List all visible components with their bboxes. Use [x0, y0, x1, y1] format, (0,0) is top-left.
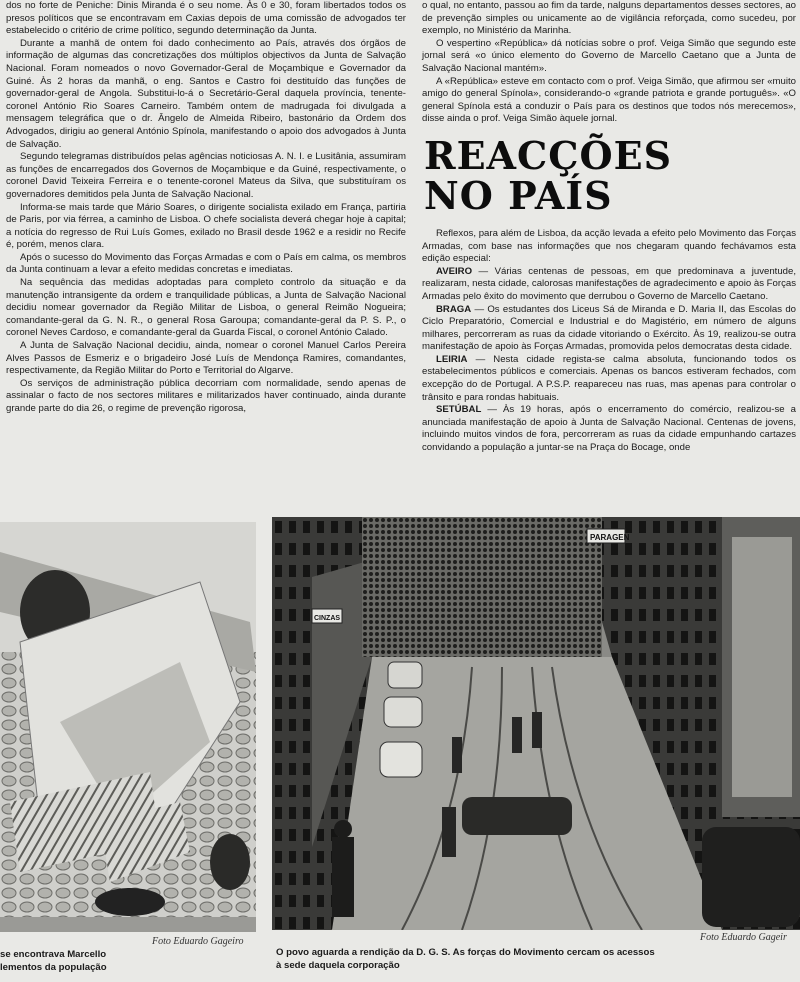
caption-line: à sede daquela corporação	[276, 960, 400, 971]
paragraph: A Junta de Salvação Nacional decidiu, ainda, nomear o coronel Manuel Carlos Pereira Alves Passos de Esmeriz e o brigadeiro José Luís de Mendonça Ramires, comandantes, respectivamente, da Região Militar do Porto e Territorial do Algarve.	[6, 340, 406, 377]
photo-fallen-man-image	[0, 522, 256, 932]
caption-line: O povo aguarda a rendição da D. G. S. As forças do Movimento cercam os acessos	[276, 947, 655, 958]
city-name: BRAGA	[436, 303, 472, 315]
city-name: SETÚBAL	[436, 404, 482, 416]
paragraph: Durante a manhã de ontem foi dado conhecimento ao País, através dos órgãos de informação de algumas das concretizações dos múltiplos objectivos da Junta de Salvação Nacional. Foram nomeados o novo Governador-Geral de Moçambique e Governador da Guiné. Às 2 horas da manhã, o eng. Santos e Castro foi destituído das funções de governador-geral de Angola. Substitui-lo-á o Secretário-Geral daquela província, tenente-coronel António Rio Soares Carneiro. Também ontem de madrugada foi divulgada a mensagem telegráfica que o dr. Ângelo de Almeida Ribeiro, bastonário da Ordem dos Advogados, dirigiu ao general António Spínola, manifestando o apoio dos advogados à Junta de Salvação.	[6, 37, 406, 150]
report-text: — Várias centenas de pessoas, em que predominava a juventude, realizaram, nesta cidade, calorosas manifestações de agradecimento e apoio às Forças Armadas pelo êxito do movimento que derrubou o Governo de Marcello Caetano.	[422, 265, 796, 302]
photo-fallen-man	[0, 522, 256, 932]
street-sign: CINZAS	[314, 615, 341, 622]
intro-paragraph: Reflexos, para além de Lisboa, da acção levada a efeito pelo Movimento das Forças Armadas, com base nas informações que nos chegaram quando fechávamos esta edição especial:	[422, 227, 796, 265]
photo-credit: Foto Eduardo Gageir	[700, 932, 787, 943]
street-sign: PARAGEN	[590, 533, 630, 542]
paragraph: Informa-se mais tarde que Mário Soares, o dirigente socialista exilado em França, partiria de Paris, por via férrea, a caminho de Lisboa. O chefe socialista deverá chegar hoje à capital; a notícia do regresso de Rui Luís Gomes, exilado no Brasil desde 1962 e a residir no Recife é, porém, menos clara.	[6, 201, 406, 251]
caption-line: lementos da população	[0, 962, 107, 973]
article-left-column	[6, 0, 406, 416]
city-report	[422, 404, 796, 454]
caption-line: se encontrava Marcello	[0, 949, 107, 960]
headline-line: NO PAÍS	[424, 172, 613, 218]
photo-street-crowd-image	[272, 517, 800, 930]
report-text: — Os estudantes dos Liceus Sá de Miranda e D. Maria II, das Escolas do Ciclo Preparatório, Comercial e Industrial e do Magistério, em número de alguns milhares, percorreram as ruas da cidade vitoriando o Exército. Às 19, realizou-se outra manifestação de apoio às Forças Armadas, promovida pelos democratas desta cidade.	[422, 303, 796, 353]
section-headline	[424, 132, 796, 218]
paragraph: O vespertino «República» dá notícias sobre o prof. Veiga Simão que segundo este jornal será «o único elemento do Governo de Marcello Caetano que a Junta de Salvação Nacional mantém».	[422, 37, 796, 74]
city-name: LEIRIA	[436, 353, 468, 365]
paragraph: Na sequência das medidas adoptadas para completo controlo da situação e da manutenção intransigente da ordem e tranquilidade públicas, a Junta de Salvação Nacional decidiu nomear governador da Região Militar de Lisboa, o general Reimão Nogueira; comandante-geral da G. N. R., o general Rosa Garoupa; comandante-geral da P. S. P., o coronel Neves Cardoso, e comandante-geral da Guarda Fiscal, o coronel António Calado.	[6, 277, 406, 339]
paragraph: dos no forte de Peniche: Dinis Miranda é o seu nome. Às 0 e 30, foram libertados todos os presos políticos que se encontravam em Caxias depois de uma comissão de advogados ter estabelecido o critério de crime político, segundo determinação da Junta.	[6, 0, 406, 37]
report-text: — Às 19 horas, após o encerramento do comércio, realizou-se a anunciada manifestação de apoio à Junta de Salvação Nacional. Centenas de jovens, incluindo muitos vindos de fora, percorreram as ruas da cidade empunhando cartazes convidando a população a juntar-se na Praça do Bocage, onde	[422, 404, 796, 454]
headline-line: REACÇÕES	[424, 132, 673, 178]
report-text: — Nesta cidade regista-se calma absoluta, funcionando todos os estabelecimentos públicos e comerciais. Apenas os bancos estiveram fechados, com excepção do de Portugal. A P.S.P. reapareceu nas ruas, mas apenas para controlar o trânsito e para rondas habituais.	[422, 353, 796, 403]
paragraph: Segundo telegramas distribuídos pelas agências noticiosas A. N. I. e Lusitânia, assumiram as funções de encarregados dos Governos de Moçambique e da Guiné, respectivamente, o coronel David Teixeira Ferreira e o tenente-coronel Mateus da Silva, que substituíram os governadores demitidos pela Junta de Salvação Nacional.	[6, 151, 406, 200]
photo-caption	[0, 948, 256, 974]
paragraph: A «República» esteve em contacto com o prof. Veiga Simão, que afirmou ser «muito amigo do general Spínola», considerando-o «grande patriota e grande português». «O general Spínola está a conduzir o País para os destinos que todos nós merecemos», disse ainda o prof. Veiga Simão àquele jornal.	[422, 75, 796, 125]
article-right-column	[422, 0, 796, 455]
paragraph: o qual, no entanto, passou ao fim da tarde, nalguns departamentos desses sectores, ao de prevenção simples ou unicamente ao de vigilância reforçada, como sucedeu, por exemplo, no Ministério da Marinha.	[422, 0, 796, 37]
photo-credit: Foto Eduardo Gageiro	[152, 936, 244, 947]
city-name: AVEIRO	[436, 265, 473, 277]
photo-street-crowd	[272, 517, 800, 930]
paragraph: Os serviços de administração pública decorriam com normalidade, sendo apenas de assinalar o facto de nos sectores militares e militarizados haver continuado, ainda durante grande parte do dia 26, o regime de prevenção rigorosa,	[6, 377, 406, 414]
city-report	[422, 354, 796, 404]
city-report	[422, 266, 796, 304]
city-report	[422, 304, 796, 354]
paragraph: Após o sucesso do Movimento das Forças Armadas e com o País em calma, os membros da Junta continuam a levar a efeito medidas concretas e imediatas.	[6, 251, 406, 276]
photo-caption	[276, 946, 776, 972]
